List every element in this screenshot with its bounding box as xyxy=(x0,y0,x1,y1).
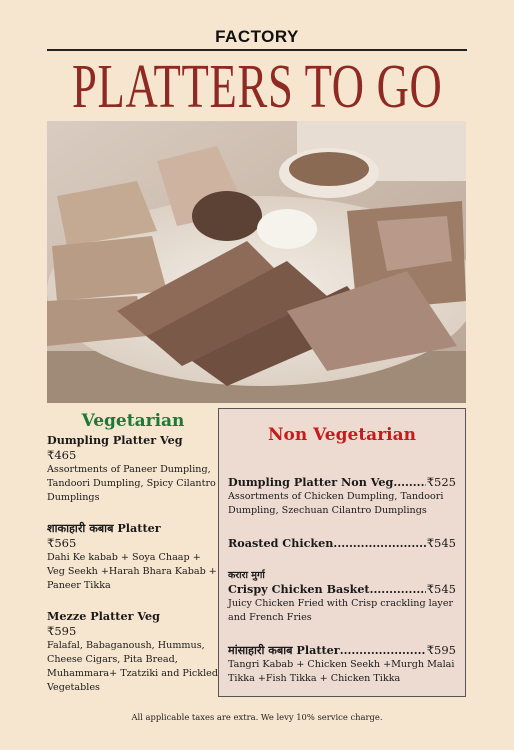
menu-item-crispy-chicken-basket xyxy=(228,569,456,625)
item-name: Mezze Platter Veg xyxy=(47,609,160,623)
item-name: मांसाहारी कबाब Platter xyxy=(228,643,340,657)
leader-dots xyxy=(333,536,425,551)
leader-dots xyxy=(340,643,426,658)
platter-photo xyxy=(47,121,466,403)
item-description: Assortments of Chicken Dumpling, Tandoori Dumpling, Szechuan Cilantro Dumplings xyxy=(228,491,444,516)
item-name: शाकाहारी कबाब Platter xyxy=(47,521,161,535)
non-vegetarian-heading: Non Vegetarian xyxy=(268,425,416,445)
item-description: Dahi Ke kabab + Soya Chaap + Veg Seekh +Harah Bhara Kabab + Paneer Tikka xyxy=(47,552,217,591)
item-price: ₹565 xyxy=(47,536,77,550)
menu-item-non-veg-kabab-platter xyxy=(228,643,456,686)
item-description: Tangri Kabab + Chicken Seekh +Murgh Malai Tikka +Fish Tikka + Chicken Tikka xyxy=(228,659,455,684)
menu-item-dumpling-platter-non-veg xyxy=(228,475,456,518)
brand-name: FACTORY xyxy=(215,27,299,46)
item-description: Falafal, Babaganoush, Hummus, Cheese Cigars, Pita Bread, Muhammara+ Tzatziki and Pickled Vegetables xyxy=(47,640,218,693)
menu-item-dumpling-platter-veg xyxy=(47,433,219,505)
item-price: ₹595 xyxy=(426,643,456,657)
page-title: PLATTERS TO GO xyxy=(71,53,443,121)
non-vegetarian-section xyxy=(218,408,466,697)
item-name: Dumpling Platter Non Veg xyxy=(228,475,394,489)
menu-item-veg-kabab-platter xyxy=(47,521,219,593)
item-price: ₹595 xyxy=(47,624,77,638)
item-name: Roasted Chicken xyxy=(228,536,334,550)
footer-note: All applicable taxes are extra. We levy 10% service charge. xyxy=(131,712,383,722)
leader-dots xyxy=(393,475,425,490)
item-description: Juicy Chicken Fried with Crisp crackling layer and French Fries xyxy=(228,598,454,623)
platter-food-photo-icon xyxy=(47,121,466,403)
item-price: ₹525 xyxy=(426,475,456,489)
menu-item-roasted-chicken xyxy=(228,536,456,551)
header-divider xyxy=(47,49,467,51)
leader-dots xyxy=(370,582,426,597)
item-hindi-name: करारा मुर्गा xyxy=(228,570,265,581)
menu-item-mezze-platter-veg xyxy=(47,609,219,695)
item-name: Dumpling Platter Veg xyxy=(47,433,183,447)
vegetarian-heading: Vegetarian xyxy=(81,411,185,431)
item-price: ₹545 xyxy=(426,582,456,596)
item-price: ₹465 xyxy=(47,448,77,462)
item-price: ₹545 xyxy=(426,536,456,550)
item-name: Crispy Chicken Basket xyxy=(228,582,370,596)
vegetarian-section xyxy=(47,411,219,711)
item-description: Assortments of Paneer Dumpling, Tandoori Dumpling, Spicy Cilantro Dumplings xyxy=(47,464,216,503)
